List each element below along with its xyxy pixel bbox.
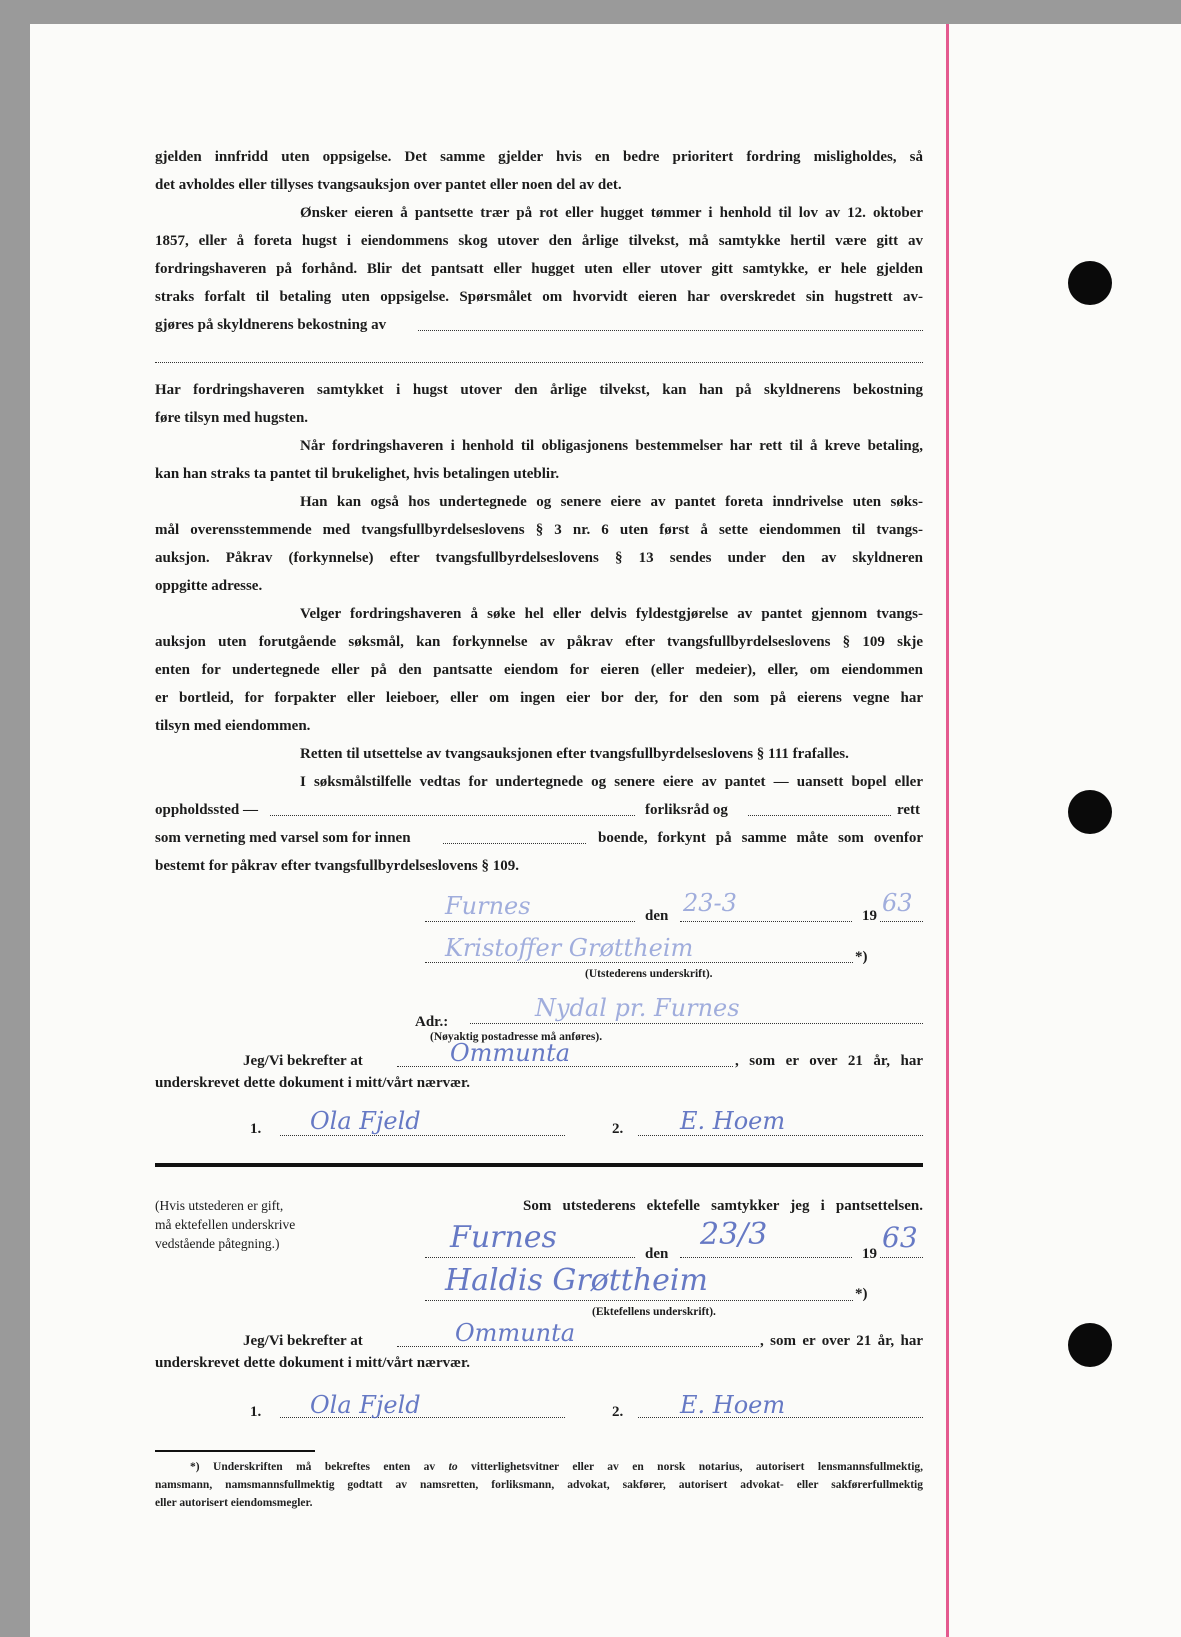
handwritten-name: Ommunta xyxy=(450,1039,571,1067)
consent-text: Som utstederens ektefelle samtykker jeg i pantsettelsen. xyxy=(523,1198,923,1214)
place-field xyxy=(425,921,635,922)
body-text-line: fordringshaveren på forhånd. Blir det pantsatt eller hugget uten eller utover gitt samtykke, er hele gjelden xyxy=(155,261,923,277)
witness-field xyxy=(638,1135,923,1136)
footnote-prefix: *) Underskriften må bekreftes enten av xyxy=(190,1461,436,1473)
body-text-line: Når fordringshaveren i henhold til obligasjonens bestemmelser har rett til å kreve betaling, xyxy=(300,438,923,454)
den-label: den xyxy=(645,1246,669,1262)
body-text-line: det avholdes eller tillyses tvangsauksjon over pantet eller noen del av det. xyxy=(155,177,622,193)
footnote-line: namsmann, namsmannsfullmektig godtatt av namsretten, forliksmann, advokat, sakfører, autorisert advokat- eller sakførerfullmektig xyxy=(155,1479,923,1491)
venue-label: boende, forkynt på samme måte som ovenfor xyxy=(598,830,923,846)
body-text-line: auksjon uten forutgående søksmål, kan forkynnelse av påkrav efter tvangsfullbyrdelseslovens § 109 skje xyxy=(155,634,923,650)
cost-fill-line-2 xyxy=(155,362,923,363)
body-text-line: auksjon. Påkrav (forkynnelse) efter tvangsfullbyrdelseslovens § 13 sendes under den av skyldneren xyxy=(155,550,923,566)
venue-fill xyxy=(270,815,635,816)
venue-label: forliksråd og xyxy=(645,802,728,818)
handwritten-year: 63 xyxy=(882,1221,918,1254)
year-field xyxy=(880,921,923,922)
punch-hole xyxy=(1068,790,1112,834)
confirm-suffix: , som er over 21 år, har xyxy=(735,1053,923,1069)
body-text-line: er bortleid, for forpakter eller leieboer, eller om ingen eier bor der, for den som på eierens vegne har xyxy=(155,690,923,706)
body-text-line: straks forfalt til betaling uten oppsigelse. Spørsmålet om hvorvidt eieren har overskredet sin hugstrett av- xyxy=(155,289,923,305)
year-prefix: 19 xyxy=(862,1246,877,1262)
footnote-count: to xyxy=(448,1461,458,1473)
year-prefix: 19 xyxy=(862,908,877,924)
place-field xyxy=(425,1257,635,1258)
body-text-line: kan han straks ta pantet til brukelighet, hvis betalingen uteblir. xyxy=(155,466,560,482)
footnote-text: vitterlighetsvitner eller av en norsk notarius, autorisert lensmannsfullmektig, xyxy=(471,1461,923,1473)
den-label: den xyxy=(645,908,669,924)
footnote-line xyxy=(155,1458,923,1476)
body-text-line: Retten til utsettelse av tvangsauksjonen efter tvangsfullbyrdelseslovens § 111 frafalles. xyxy=(300,746,849,762)
handwritten-date: 23/3 xyxy=(700,1217,768,1252)
witness-signature: E. Hoem xyxy=(680,1107,786,1135)
asterisk: *) xyxy=(855,1286,868,1302)
confirm-label: Jeg/Vi bekrefter at xyxy=(243,1053,363,1069)
date-field xyxy=(680,921,852,922)
handwritten-date: 23-3 xyxy=(683,889,737,917)
confirm-field xyxy=(397,1346,759,1347)
section-divider xyxy=(155,1163,923,1167)
date-field xyxy=(680,1257,852,1258)
body-text-line: Har fordringshaveren samtykket i hugst utover den årlige tilvekst, kan han på skyldnerens bekostning xyxy=(155,382,923,398)
body-text-line: Ønsker eieren å pantsette trær på rot eller hugget tømmer i henhold til lov av 12. oktober xyxy=(300,205,923,221)
footnote-line: eller autorisert eiendomsmegler. xyxy=(155,1497,313,1509)
witness-signature: Ola Fjeld xyxy=(310,1107,421,1135)
venue-label: som verneting med varsel som for innen xyxy=(155,830,411,846)
venue-fill xyxy=(443,843,586,844)
handwritten-place: Furnes xyxy=(445,892,531,920)
spouse-note: (Hvis utstederen er gift, xyxy=(155,1198,284,1213)
body-text-line: 1857, eller å foreta hugst i eiendommens skog utover den årlige tilvekst, må samtykke hertil være gitt av xyxy=(155,233,923,249)
punch-hole xyxy=(1068,261,1112,305)
venue-fill xyxy=(748,815,891,816)
spouse-note: må ektefellen underskrive xyxy=(155,1217,296,1232)
address-label: Adr.: xyxy=(415,1014,449,1030)
confirm-line: underskrevet dette dokument i mitt/vårt nærvær. xyxy=(155,1075,470,1091)
body-text-line: enten for undertegnede eller på den pantsatte eiendom for eieren (eller medeier), eller, om eiendommen xyxy=(155,662,923,678)
body-text-line: mål overensstemmende med tvangsfullbyrdelseslovens § 3 nr. 6 uten først å sette eiendommen til tvangs- xyxy=(155,522,923,538)
handwritten-address: Nydal pr. Furnes xyxy=(535,994,740,1022)
spouse-signature: Haldis Grøttheim xyxy=(445,1263,708,1298)
margin-line xyxy=(946,24,949,1637)
cost-line-label: gjøres på skyldnerens bekostning av xyxy=(155,317,387,333)
witness-signature: Ola Fjeld xyxy=(310,1391,421,1419)
body-text-line: Han kan også hos undertegnede og senere eiere av pantet foreta inndrivelse uten søks- xyxy=(300,494,923,510)
body-text-line: tilsyn med eiendommen. xyxy=(155,718,311,734)
venue-label: oppholdssted — xyxy=(155,802,258,818)
witness-number: 2. xyxy=(612,1121,624,1137)
handwritten-year: 63 xyxy=(882,889,913,917)
witness-number: 1. xyxy=(250,1404,262,1420)
body-text-line: oppgitte adresse. xyxy=(155,578,263,594)
spouse-note: vedstående påtegning.) xyxy=(155,1236,280,1251)
asterisk: *) xyxy=(855,949,868,965)
handwritten-place: Furnes xyxy=(450,1220,557,1255)
witness-signature: E. Hoem xyxy=(680,1391,786,1419)
signature-caption: (Ektefellens underskrift). xyxy=(592,1306,716,1318)
signature-field xyxy=(425,962,853,963)
handwritten-name: Ommunta xyxy=(455,1319,576,1347)
year-field xyxy=(880,1257,923,1258)
confirm-suffix: , som er over 21 år, har xyxy=(760,1333,923,1349)
witness-number: 2. xyxy=(612,1404,624,1420)
body-text-line: Velger fordringshaveren å søke hel eller delvis fyldestgjørelse av pantet gjennom tvangs- xyxy=(300,606,923,622)
body-text-line: føre tilsyn med hugsten. xyxy=(155,410,309,426)
signature-field xyxy=(425,1300,853,1301)
witness-number: 1. xyxy=(250,1121,262,1137)
confirm-label: Jeg/Vi bekrefter at xyxy=(243,1333,363,1349)
footnote-rule xyxy=(155,1450,315,1452)
punch-hole xyxy=(1068,1323,1112,1367)
witness-field xyxy=(280,1135,565,1136)
confirm-line: underskrevet dette dokument i mitt/vårt nærvær. xyxy=(155,1355,470,1371)
venue-label: rett xyxy=(897,802,921,818)
issuer-signature: Kristoffer Grøttheim xyxy=(445,934,694,962)
body-text-line: I søksmålstilfelle vedtas for undertegnede og senere eiere av pantet — uansett bopel eller xyxy=(300,774,923,790)
cost-fill-line xyxy=(418,330,923,331)
body-text-line: gjelden innfridd uten oppsigelse. Det samme gjelder hvis en bedre prioritert fordring misligholdes, så xyxy=(155,149,923,165)
address-caption: (Nøyaktig postadresse må anføres). xyxy=(430,1031,603,1043)
body-text-line: bestemt for påkrav efter tvangsfullbyrdelseslovens § 109. xyxy=(155,858,519,874)
address-field xyxy=(470,1023,923,1024)
signature-caption: (Utstederens underskrift). xyxy=(585,968,713,980)
